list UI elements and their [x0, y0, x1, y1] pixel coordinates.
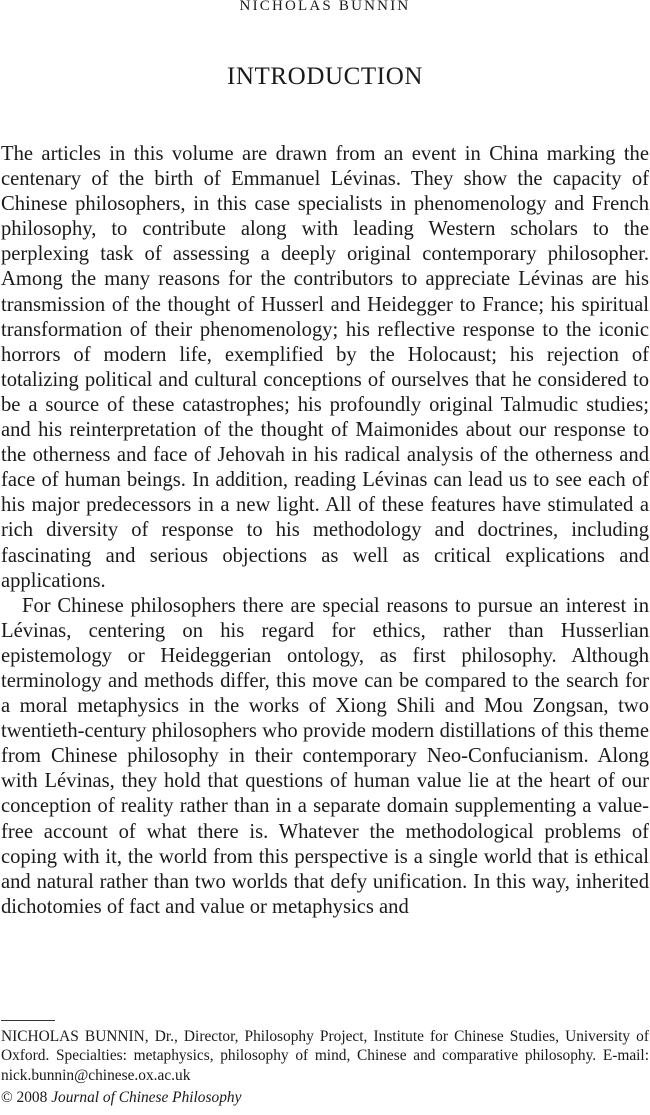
page-title: INTRODUCTION [226, 63, 424, 90]
article-body [1, 142, 649, 920]
copyright-line [1, 1088, 649, 1108]
journal-name: Journal of Chinese Philosophy [51, 1089, 242, 1106]
paragraph-1: The articles in this volume are drawn from an event in China marking the centenary of the birth of Emmanuel Lévinas. They show the capacity of Chinese philosophers, in this case specialists in phenomenology and French philosophy, to contribute along with leading Western scholars to the perplexing task of assessing a deeply original contemporary philosopher. Among the many reasons for the contributors to appreciate Lévinas are his transmission of the thought of Husserl and Heidegger to France; his spiritual transformation of their phenomenology; his reflective response to the iconic horrors of modern life, exemplified by the Holocaust; his rejection of totalizing political and cultural conceptions of ourselves that he considered to be a source of these catastrophes; his profoundly original Talmudic studies; and his reinterpretation of the thought of Maimonides about our response to the otherness and face of Jehovah in his radical analysis of the otherness and face of human beings. In addition, reading Lévinas can lead us to see each of his major predecessors in a new light. All of these features have stimulated a rich diversity of response to his methodology and doctrines, including fascinating and serious objections as well as critical explications and applications. [1, 143, 649, 592]
running-head: NICHOLAS BUNNIN [239, 0, 411, 14]
copyright-prefix: © 2008 [1, 1089, 48, 1106]
author-footnote: NICHOLAS BUNNIN, Dr., Director, Philosophy Project, Institute for Chinese Studies, University of Oxford. Specialties: metaphysics, philosophy of mind, Chinese and comparative philosophy. E-mail: nick.bunnin@chinese.ox.ac.uk [1, 1028, 649, 1084]
paragraph-2: For Chinese philosophers there are special reasons to pursue an interest in Lévinas, centering on his regard for ethics, rather than Husserlian epistemology or Heideggerian ontology, as first philosophy. Although terminology and methods differ, this move can be compared to the search for a moral metaphysics in the works of Xiong Shili and Mou Zongsan, two twentieth-century philosophers who provide modern distillations of this theme from Chinese philosophy in their contemporary Neo-Confucianism. Along with Lévinas, they hold that questions of human value lie at the heart of our conception of reality rather than in a separate domain supplementing a value-free account of what there is. Whatever the methodological problems of coping with it, the world from this perspective is a single world that is ethical and natural rather than two worlds that defy unification. In this way, inherited dichotomies of fact and value or metaphysics and [1, 594, 649, 918]
footnote-divider [1, 1020, 55, 1021]
